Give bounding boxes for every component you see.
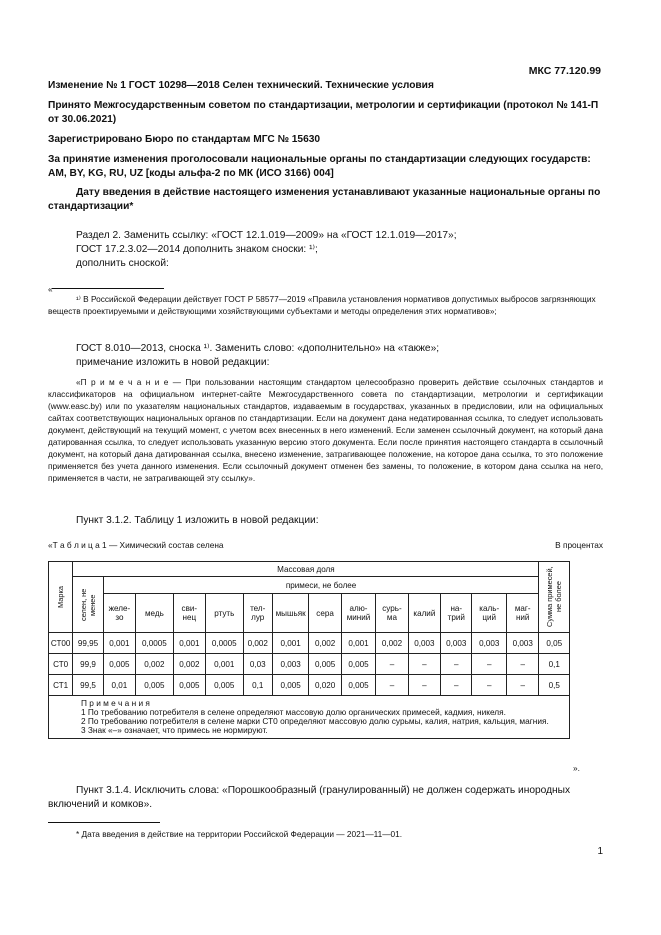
row-value: –: [408, 675, 440, 696]
table-row: [49, 633, 570, 654]
row-value: –: [376, 654, 408, 675]
chemical-composition-table: [48, 561, 570, 739]
row-sum: 0,5: [539, 675, 570, 696]
table-note-3: 3 Знак «–» означает, что примесь не нормируют.: [81, 725, 268, 735]
row-value: –: [472, 675, 506, 696]
row-selenium: 99,9: [73, 654, 103, 675]
row-value: –: [441, 654, 472, 675]
row-value: 0,001: [272, 633, 308, 654]
row-sum: 0,1: [539, 654, 570, 675]
row-value: 0,01: [103, 675, 135, 696]
row-value: 0,03: [243, 654, 272, 675]
row-value: 0,003: [272, 654, 308, 675]
row-value: 0,001: [173, 633, 205, 654]
impurity-col-header: маг- ний: [506, 594, 539, 633]
gost8010-line1: ГОСТ 8.010—2013, сноска ¹⁾. Заменить слово: «дополнительно» на «также»;: [76, 343, 440, 354]
table-note-2: 2 По требованию потребителя в селене марки СТ0 определяют массовую долю сурьмы, калия, натрия, кальция, магния.: [81, 716, 549, 726]
page-number: 1: [597, 846, 603, 857]
impurity-col-header: медь: [136, 594, 173, 633]
gost8010-line2: примечание изложить в новой редакции:: [76, 357, 270, 368]
impurity-col-header: мышьяк: [272, 594, 308, 633]
section2-line1: Раздел 2. Заменить ссылку: «ГОСТ 12.1.019—2009» на «ГОСТ 12.1.019—2017»;: [76, 230, 457, 241]
document-code: МКС 77.120.99: [528, 65, 601, 77]
row-value: 0,0005: [136, 633, 173, 654]
row-value: 0,005: [341, 654, 375, 675]
impurity-col-header: на- трий: [441, 594, 472, 633]
section2-line3: дополнить сноской:: [76, 258, 169, 269]
impurity-columns: [49, 594, 570, 633]
row-value: 0,005: [272, 675, 308, 696]
row-value: 0,001: [206, 654, 243, 675]
row-value: 0,002: [243, 633, 272, 654]
header-selenium: селен, не менее: [73, 577, 103, 633]
row-value: –: [506, 675, 539, 696]
footnote-star: * Дата введения в действие на территории Российской Федерации — 2021—11—01.: [76, 829, 403, 839]
row-mark: СТ0: [49, 654, 73, 675]
header-sum: Сумма примесей, не более: [539, 562, 570, 633]
row-value: 0,002: [376, 633, 408, 654]
row-sum: 0,05: [539, 633, 570, 654]
row-selenium: 99,95: [73, 633, 103, 654]
row-value: 0,001: [103, 633, 135, 654]
row-value: 0,005: [103, 654, 135, 675]
row-value: 0,1: [243, 675, 272, 696]
row-mark: СТ00: [49, 633, 73, 654]
item-312: Пункт 3.1.2. Таблицу 1 изложить в новой редакции:: [76, 515, 319, 526]
adoption-info: Принято Межгосударственным советом по стандартизации, метрологии и сертификации (протокол № 141-П от 30.06.2021): [48, 100, 599, 125]
impurity-col-header: ртуть: [206, 594, 243, 633]
row-value: 0,005: [341, 675, 375, 696]
row-value: 0,002: [173, 654, 205, 675]
row-value: 0,005: [136, 675, 173, 696]
impurity-col-header: сера: [309, 594, 341, 633]
item-314: Пункт 3.1.4. Исключить слова: «Порошкообразный (гранулированный) не должен содержать инородных включений и комков».: [48, 785, 571, 810]
row-value: 0,003: [441, 633, 472, 654]
row-value: 0,003: [506, 633, 539, 654]
table-notes: [49, 696, 570, 739]
row-selenium: 99,5: [73, 675, 103, 696]
row-value: 0,0005: [206, 633, 243, 654]
effective-date-note: Дату введения в действие настоящего изменения устанавливают указанные национальные органы по стандартизации*: [48, 187, 601, 212]
row-value: 0,005: [173, 675, 205, 696]
header-mass-fraction: Массовая доля: [73, 562, 539, 577]
registration-info: Зарегистрировано Бюро по стандартам МГС № 15630: [48, 134, 321, 145]
voting-info: За принятие изменения проголосовали национальные органы по стандартизации следующих государств: AM, BY, KG, RU, UZ [коды альфа-2 по МК (ИСО 3166) 004]: [48, 154, 591, 179]
quote-open: «: [48, 284, 53, 294]
references-note: «П р и м е ч а н и е — При пользовании настоящим стандартом целесообразно проверить действие ссылочных стандартов и классификаторов на официальном интернет-сайте Межгосударственного совета по стандартизации, метрологии и сертификации (www.easc.by) или по указателям национальных стандартов, издаваемым в государствах, указанных в предисловии, или на официальных сайтах соответствующих национальных органов по стандартизации. Если на документ дана недатированная ссылка, то следует использовать документ, действующий на текущий момент, с учетом всех внесенных в него изменений. Если заменен ссылочный документ, на который дана датированная ссылка, то следует использовать указанную версию этого документа. Если после принятия настоящего стандарта в ссылочный документ, на который дана датированная ссылка, внесено изменение, затрагивающее положение, на которое дана ссылка, то это положение применяется без учета данного изменения. Если ссылочный документ отменен без замены, то положение, в котором дана ссылка на него, применяется в части, не затрагивающей эту ссылку».: [48, 377, 603, 483]
header-impurities: примеси, не более: [103, 577, 539, 594]
row-value: 0,003: [472, 633, 506, 654]
impurity-col-header: калий: [408, 594, 440, 633]
row-value: –: [506, 654, 539, 675]
row-value: 0,001: [341, 633, 375, 654]
notes-title: П р и м е ч а н и я: [81, 698, 150, 708]
impurity-col-header: сви- нец: [173, 594, 205, 633]
footnote-divider: [52, 288, 164, 289]
row-value: –: [376, 675, 408, 696]
footnote-1: ¹⁾ В Российской Федерации действует ГОСТ Р 58577—2019 «Правила установления нормативов допустимых выбросов загрязняющих веществ проектируемыми и действующими хозяйствующими субъектами и методы определения этих нормативов»;: [48, 294, 596, 316]
bottom-footnote-divider: [48, 822, 160, 823]
table-row: [49, 675, 570, 696]
row-value: 0,005: [309, 654, 341, 675]
row-value: –: [472, 654, 506, 675]
section2-line2: ГОСТ 17.2.3.02—2014 дополнить знаком сноски: ¹⁾;: [76, 244, 318, 255]
impurity-col-header: сурь- ма: [376, 594, 408, 633]
table-close-quote: ».: [573, 763, 580, 773]
table-caption: «Т а б л и ц а 1 — Химический состав селена: [48, 540, 224, 550]
impurity-col-header: тел- лур: [243, 594, 272, 633]
table-row: [49, 654, 570, 675]
header-mark: Марка: [49, 562, 73, 633]
row-value: –: [408, 654, 440, 675]
table-note-1: 1 По требованию потребителя в селене определяют массовую долю органических примесей, кадмия, никеля.: [81, 707, 506, 717]
row-value: 0,020: [309, 675, 341, 696]
row-value: 0,005: [206, 675, 243, 696]
table-unit: В процентах: [555, 540, 603, 550]
impurity-col-header: алю- миний: [341, 594, 375, 633]
row-mark: СТ1: [49, 675, 73, 696]
row-value: 0,002: [136, 654, 173, 675]
amendment-title: Изменение № 1 ГОСТ 10298—2018 Селен технический. Технические условия: [48, 80, 434, 91]
row-value: 0,003: [408, 633, 440, 654]
row-value: 0,002: [309, 633, 341, 654]
row-value: –: [441, 675, 472, 696]
impurity-col-header: желе- зо: [103, 594, 135, 633]
impurity-col-header: каль- ций: [472, 594, 506, 633]
